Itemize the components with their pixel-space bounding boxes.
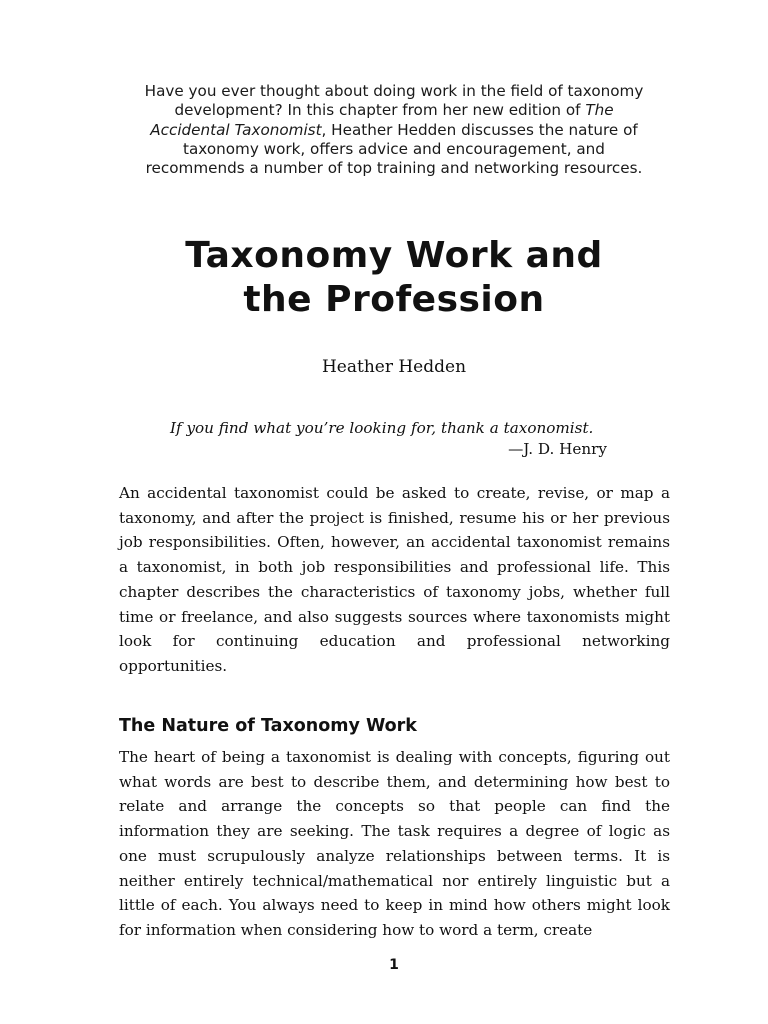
body-paragraph-1: An accidental taxonomist could be asked to create, revise, or map a taxonomy, and after the project is finished, resume his or her previous job responsibilities. Often, however, an accidental taxonomist remains a taxonomist, in both job responsibilities and professional life. This chapter describes the characteristics of taxonomy jobs, whether full time or freelance, and also suggests sources where taxonomists might look for continuing education and professional networking opportunities. — [119, 484, 670, 675]
book-title: The Accidental Taxonomist — [150, 101, 614, 139]
chapter-title-line-1: Taxonomy Work and — [185, 235, 603, 276]
chapter-intro-blurb — [140, 82, 648, 178]
epigraph-quote: If you find what you’re looking for, thank a taxonomist. — [170, 419, 594, 437]
chapter-title — [84, 234, 704, 322]
section-heading: The Nature of Taxonomy Work — [119, 716, 417, 736]
epigraph-attribution: —J. D. Henry — [508, 440, 607, 458]
chapter-title-line-2: the Profession — [243, 279, 545, 320]
chapter-author: Heather Hedden — [321, 357, 467, 377]
epigraph — [170, 418, 607, 460]
body-paragraph-2: The heart of being a taxonomist is dealing with concepts, figuring out what words are best to describe them, and determining how best to relate and arrange the concepts so that people can find the information they are seeking. The task requires a degree of logic as one must scrupulously analyze relationships between terms. It is neither entirely technical/mathematical nor entirely linguistic but a little of each. You always need to keep in mind how others might look for information when considering how to word a term, create — [119, 748, 670, 939]
intro-text-end: , Heather Hedden discusses the nature of taxonomy work, offers advice and encouragement, and recommends a number of top training and networking resources. — [145, 120, 643, 178]
page-number: 1 — [389, 957, 399, 973]
intro-text-start: Have you ever thought about doing work in the field of taxonomy development? In this chapter from her new edition of — [144, 82, 644, 120]
